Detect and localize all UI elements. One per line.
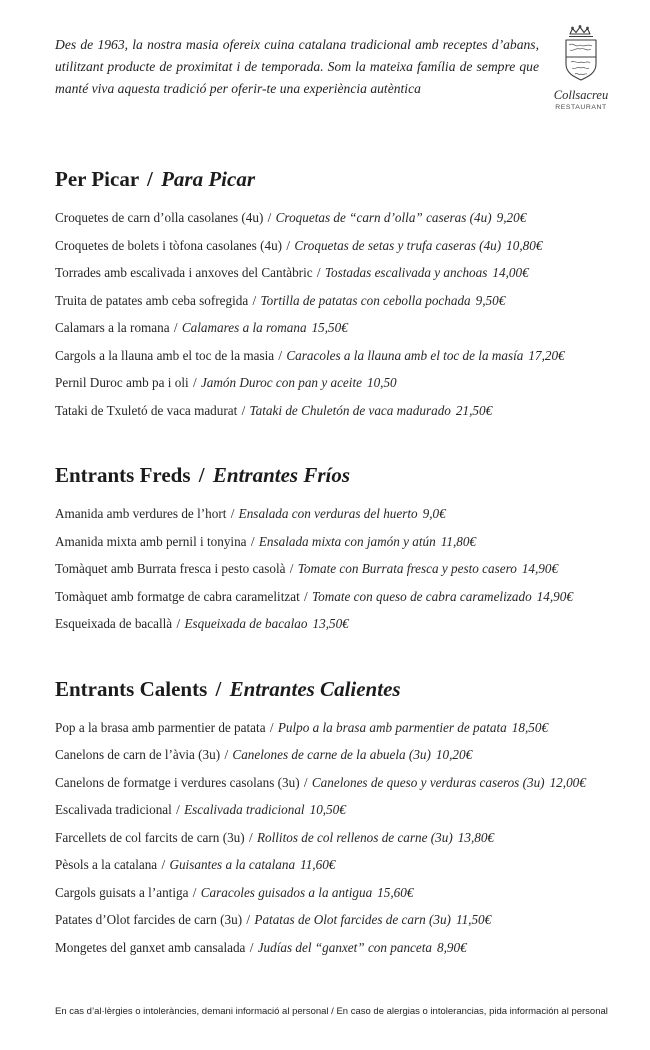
dish-name-catalan: Cargols guisats a l’antiga (55, 884, 189, 900)
dish-price: 11,80€ (440, 533, 477, 549)
dish-name-spanish: Patatas de Olot farcides de carn (3u) (254, 912, 451, 927)
dish-name-catalan: Tomàquet amb formatge de cabra caramelitzat (55, 588, 300, 604)
menu-section (55, 462, 625, 638)
dish-separator-slash: / (246, 912, 251, 927)
menu-item (55, 583, 625, 611)
dish-name-spanish: Judías del “ganxet” con panceta (257, 939, 433, 955)
dish-price: 10,20€ (435, 747, 473, 762)
dish-name-catalan: Calamars a la romana (55, 320, 170, 335)
dish-name-catalan: Tataki de Txuletó de vaca madurat (55, 402, 238, 418)
dish-name-catalan: Escalivada tradicional (55, 802, 172, 817)
restaurant-logo (550, 24, 612, 113)
dish-separator-slash: / (267, 210, 272, 225)
dish-price: 13,50€ (312, 616, 349, 631)
section-title-catalan: Entrants Freds (55, 463, 191, 487)
dish-price: 15,60€ (377, 884, 414, 900)
menu-item (55, 555, 625, 583)
dish-separator-slash: / (224, 747, 229, 762)
dish-separator-slash: / (316, 265, 321, 280)
dish-separator-slash: / (192, 375, 197, 390)
dish-price: 11,60€ (300, 857, 336, 872)
dish-separator-slash: / (249, 939, 254, 955)
section-items (55, 204, 625, 424)
dish-name-catalan: Pernil Duroc amb pa i oli (55, 375, 189, 390)
restaurant-subtitle: RESTAURANT (555, 104, 607, 111)
header (0, 0, 650, 130)
menu-item (55, 397, 625, 425)
menu-item (55, 824, 625, 852)
dish-price: 11,50€ (455, 912, 492, 927)
menu-item (55, 500, 625, 528)
section-title-catalan: Per Picar (55, 167, 139, 191)
menu-item (55, 741, 625, 769)
menu-sections (0, 130, 650, 961)
dish-name-catalan: Esqueixada de bacallà (55, 616, 173, 631)
dish-price: 9,0€ (422, 506, 446, 521)
dish-name-spanish: Escalivada tradicional (184, 802, 305, 817)
section-title (55, 462, 625, 488)
restaurant-name: Collsacreu (553, 88, 609, 102)
dish-name-spanish: Croquetas de “carn d’olla” caseras (4u) (275, 210, 492, 225)
menu-item (55, 714, 625, 742)
section-title (55, 166, 625, 192)
dish-separator-slash: / (176, 616, 181, 631)
dish-separator-slash: / (252, 292, 257, 308)
dish-price: 14,00€ (492, 265, 529, 280)
dish-name-spanish: Caracoles guisados a la antigua (200, 884, 373, 900)
section-title (55, 676, 625, 702)
dish-name-catalan: Amanida amb verdures de l’hort (55, 506, 227, 521)
title-separator-slash: / (215, 676, 222, 701)
title-separator-slash: / (147, 167, 153, 191)
menu-item (55, 769, 625, 797)
dish-separator-slash: / (248, 829, 253, 845)
dish-separator-slash: / (173, 320, 178, 335)
menu-item (55, 204, 625, 232)
dish-name-catalan: Croquetes de carn d’olla casolanes (4u) (55, 210, 264, 225)
dish-name-catalan: Mongetes del ganxet amb cansalada (55, 939, 246, 955)
dish-name-spanish: Tomate con Burrata fresca y pesto casero (297, 561, 517, 576)
section-title-catalan: Entrants Calents (55, 676, 208, 701)
dish-name-catalan: Pèsols a la catalana (55, 857, 158, 872)
dish-name-spanish: Pulpo a la brasa amb parmentier de patata (277, 719, 507, 735)
dish-name-catalan: Canelons de carn de l’àvia (3u) (55, 747, 221, 762)
dish-name-catalan: Truita de patates amb ceba sofregida (55, 292, 249, 308)
dish-price: 9,50€ (475, 292, 506, 308)
menu-section (55, 166, 625, 424)
dish-name-catalan: Amanida mixta amb pernil i tonyina (55, 533, 247, 549)
menu-item (55, 879, 625, 907)
dish-name-catalan: Cargols a la llauna amb el toc de la masia (55, 347, 275, 363)
dish-name-catalan: Farcellets de col farcits de carn (3u) (55, 829, 245, 845)
menu-item (55, 287, 625, 315)
dish-price: 13,80€ (457, 829, 495, 845)
dish-name-spanish: Ensalada mixta con jamón y atún (258, 533, 436, 549)
dish-name-spanish: Tostadas escalivada y anchoas (324, 265, 488, 280)
menu-item (55, 342, 625, 370)
dish-separator-slash: / (176, 802, 180, 817)
dish-separator-slash: / (286, 237, 291, 253)
dish-price: 18,50€ (511, 719, 549, 735)
dish-price: 8,90€ (437, 939, 467, 955)
menu-item (55, 610, 625, 638)
dish-separator-slash: / (269, 719, 274, 735)
dish-separator-slash: / (161, 857, 166, 872)
dish-name-spanish: Canelones de carne de la abuela (3u) (232, 747, 431, 762)
dish-name-catalan: Croquetes de bolets i tòfona casolanes (4u) (55, 237, 283, 253)
dish-price: 14,90€ (521, 561, 559, 576)
dish-name-spanish: Tomate con queso de cabra caramelizado (312, 588, 532, 604)
dish-price: 10,50€ (309, 802, 346, 817)
dish-separator-slash: / (241, 402, 246, 418)
dish-name-catalan: Torrades amb escalivada i anxoves del Cantàbric (55, 265, 313, 280)
dish-price: 12,00€ (549, 774, 586, 790)
menu-item (55, 314, 625, 342)
menu-section (55, 676, 625, 962)
section-title-spanish: Entrantes Fríos (212, 463, 351, 487)
dish-name-spanish: Ensalada con verduras del huerto (238, 506, 418, 521)
dish-price: 9,20€ (496, 210, 527, 225)
menu-item (55, 906, 625, 934)
dish-separator-slash: / (289, 561, 294, 576)
dish-name-spanish: Canelones de queso y verduras caseros (3u) (311, 774, 545, 790)
dish-name-catalan: Tomàquet amb Burrata fresca i pesto casolà (55, 561, 286, 576)
menu-item (55, 259, 625, 287)
dish-price: 10,80€ (506, 237, 543, 253)
section-items (55, 500, 625, 638)
menu-item (55, 851, 625, 879)
menu-item (55, 528, 625, 556)
dish-name-spanish: Caracoles a la llauna amb el toc de la masía (286, 347, 524, 363)
dish-price: 10,50 (366, 375, 397, 390)
section-title-spanish: Para Picar (161, 167, 256, 191)
dish-name-spanish: Tortilla de patatas con cebolla pochada (260, 292, 471, 308)
dish-separator-slash: / (230, 506, 235, 521)
dish-price: 17,20€ (528, 347, 565, 363)
dish-price: 21,50€ (455, 402, 493, 418)
allergy-notice: En cas d’al·lèrgies o intoleràncies, demani informació al personal / En caso de alergias o intolerancias, pida información al personal (55, 1006, 608, 1017)
menu-item (55, 934, 625, 962)
dish-name-catalan: Pop a la brasa amb parmentier de patata (55, 719, 266, 735)
dish-name-spanish: Tataki de Chuletón de vaca madurado (249, 402, 451, 418)
crest-icon (550, 24, 612, 88)
menu-item (55, 232, 625, 260)
dish-name-catalan: Patates d’Olot farcides de carn (3u) (55, 912, 243, 927)
menu-item (55, 369, 625, 397)
menu-item (55, 796, 625, 824)
dish-separator-slash: / (250, 533, 255, 549)
dish-price: 14,90€ (536, 588, 573, 604)
dish-name-spanish: Rollitos de col rellenos de carne (3u) (256, 829, 453, 845)
dish-price: 15,50€ (311, 320, 348, 335)
dish-separator-slash: / (278, 347, 283, 363)
title-separator-slash: / (198, 463, 205, 487)
dish-name-spanish: Calamares a la romana (181, 320, 307, 335)
dish-name-catalan: Canelons de formatge i verdures casolans (3u) (55, 774, 300, 790)
section-title-spanish: Entrantes Calientes (229, 676, 401, 701)
dish-name-spanish: Jamón Duroc con pan y aceite (200, 375, 362, 390)
dish-name-spanish: Croquetas de setas y trufa caseras (4u) (294, 237, 502, 253)
dish-name-spanish: Guisantes a la catalana (169, 857, 296, 872)
dish-separator-slash: / (303, 774, 308, 790)
dish-name-spanish: Esqueixada de bacalao (184, 616, 308, 631)
section-items (55, 714, 625, 962)
dish-separator-slash: / (304, 588, 308, 604)
intro-text: Des de 1963, la nostra masia ofereix cuina catalana tradicional amb receptes d’abans, utilitzant producte de proximitat i de temporada. Som la mateixa família de sempre que manté viva aquesta tradició per oferir-te una experiència autèntica (55, 37, 539, 96)
dish-separator-slash: / (192, 884, 197, 900)
